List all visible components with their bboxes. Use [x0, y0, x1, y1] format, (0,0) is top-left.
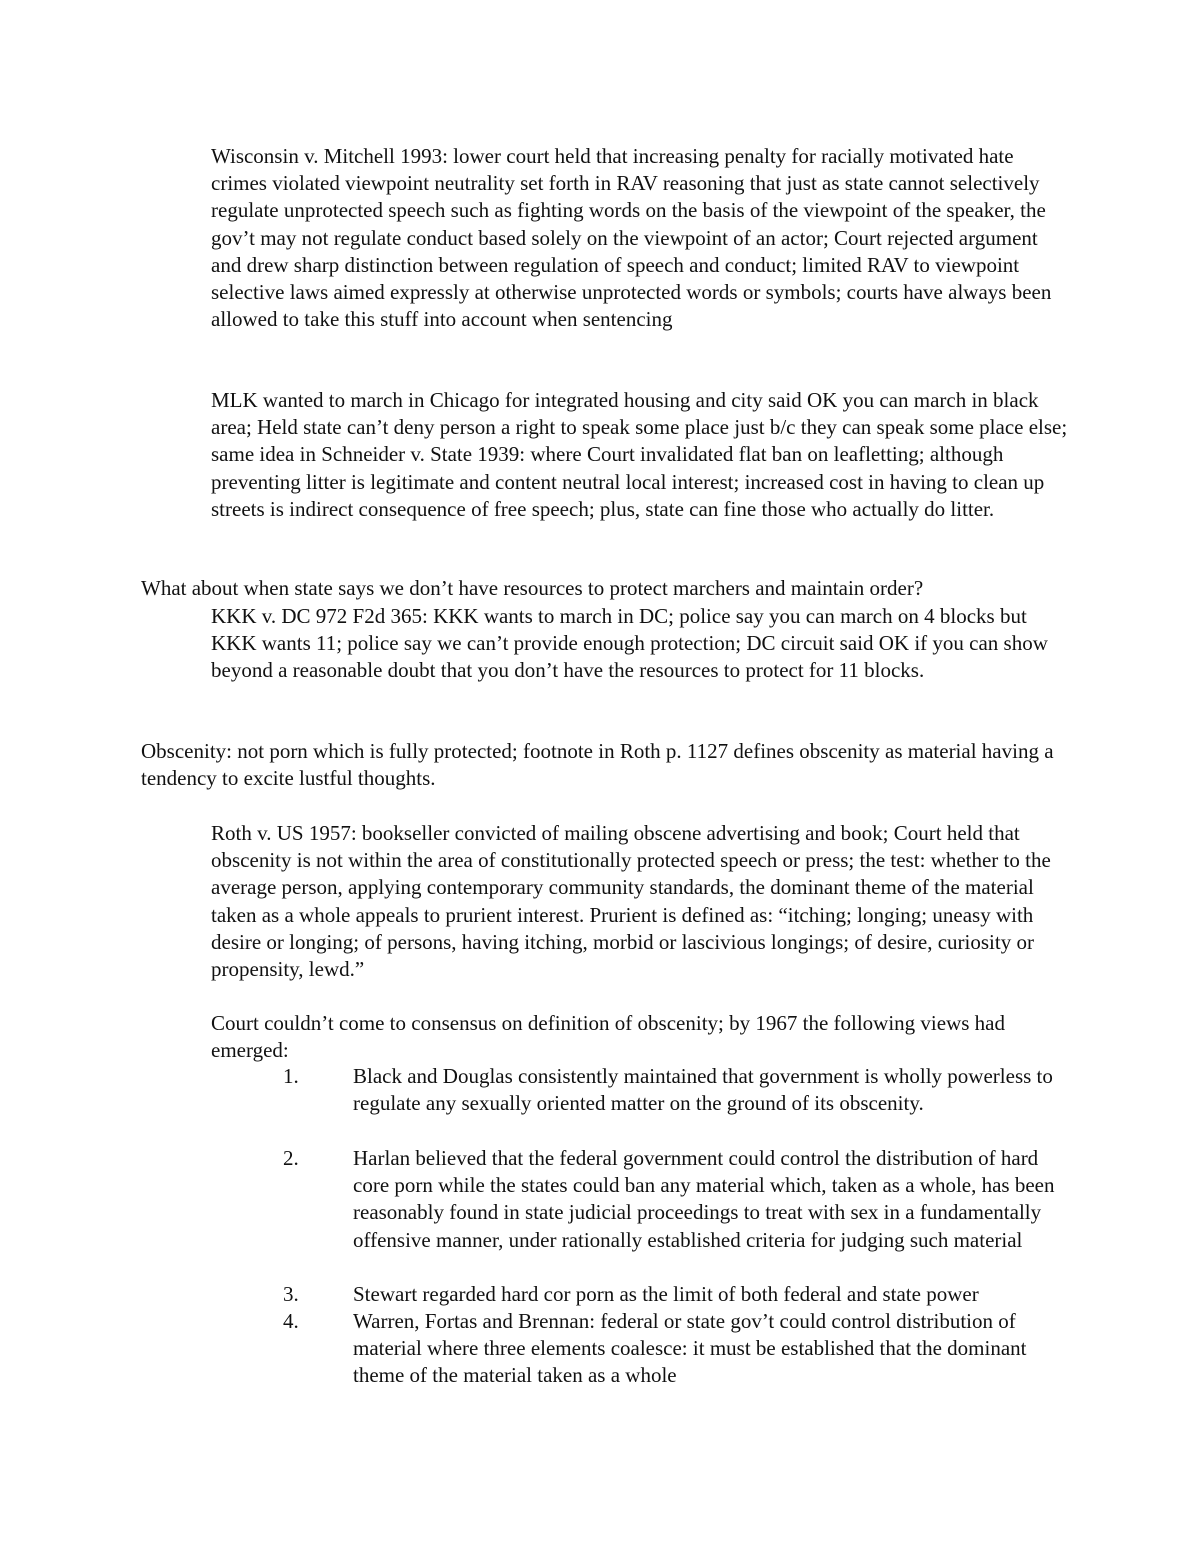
paragraph-obscenity: Obscenity: not porn which is fully protected; footnote in Roth p. 1127 defines obscenity as material having a tendency to excite lustful thoughts.: [141, 739, 1054, 791]
paragraph-roth-v-us: Roth v. US 1957: bookseller convicted of mailing obscene advertising and book; Court held that obscenity is not within the area of constitutionally protected speech or press; the test: whether to the average person, applying contemporary community standards, the dominant theme of the material taken as a whole appeals to prurient interest. Prurient is defined as: “itching; longing; uneasy with desire or longing; of persons, having itching, morbid or lascivious longings; of desire, curiosity or propensity, lewd.”: [211, 821, 1051, 982]
list-item-text: Harlan believed that the federal government could control the distribution of hard core porn while the states could ban any material which, taken as a whole, has been reasonably found in state judicial proceedings to treat with sex in a fundamentally offensive manner, under rationally established criteria for judging such material: [353, 1146, 1055, 1252]
paragraph-mlk-march: MLK wanted to march in Chicago for integrated housing and city said OK you can march in black area; Held state can’t deny person a right to speak some place just b/c they can speak some place else; same idea in Schneider v. State 1939: where Court invalidated flat ban on leafletting; although preventing litter is legitimate and content neutral local interest; increased cost in having to clean up streets is indirect consequence of free speech; plus, state can fine those who actually do litter.: [211, 388, 1068, 521]
list-item-number: 1.: [283, 1064, 299, 1088]
list-item-text: Warren, Fortas and Brennan: federal or state gov’t could control distribution of material where three elements coalesce: it must be established that the dominant theme of the material taken as a whole: [353, 1309, 1027, 1388]
paragraph-resources-question: What about when state says we don’t have resources to protect marchers and maintain order?: [141, 576, 924, 600]
paragraph-consensus: Court couldn’t come to consensus on definition of obscenity; by 1967 the following views had emerged:: [211, 1011, 1006, 1063]
list-item-number: 4.: [283, 1309, 299, 1333]
list-item-number: 2.: [283, 1146, 299, 1170]
list-item-number: 3.: [283, 1282, 299, 1306]
paragraph-wisconsin-v-mitchell: Wisconsin v. Mitchell 1993: lower court held that increasing penalty for racially motivated hate crimes violated viewpoint neutrality set forth in RAV reasoning that just as state cannot selectively regulate unprotected speech such as fighting words on the basis of the viewpoint of the speaker, the gov’t may not regulate conduct based solely on the viewpoint of an actor; Court rejected argument and drew sharp distinction between regulation of speech and conduct; limited RAV to viewpoint selective laws aimed expressly at otherwise unprotected words or symbols; courts have always been allowed to take this stuff into account when sentencing: [211, 144, 1052, 332]
list-item-text: Black and Douglas consistently maintained that government is wholly powerless to regulate any sexually oriented matter on the ground of its obscenity.: [353, 1064, 1053, 1116]
list-item-text: Stewart regarded hard cor porn as the limit of both federal and state power: [353, 1282, 979, 1306]
paragraph-kkk-v-dc: KKK v. DC 972 F2d 365: KKK wants to march in DC; police say you can march on 4 blocks but KKK wants 11; police say we can’t provide enough protection; DC circuit said OK if you can show beyond a reasonable doubt that you don’t have the resources to protect for 11 blocks.: [211, 604, 1048, 683]
